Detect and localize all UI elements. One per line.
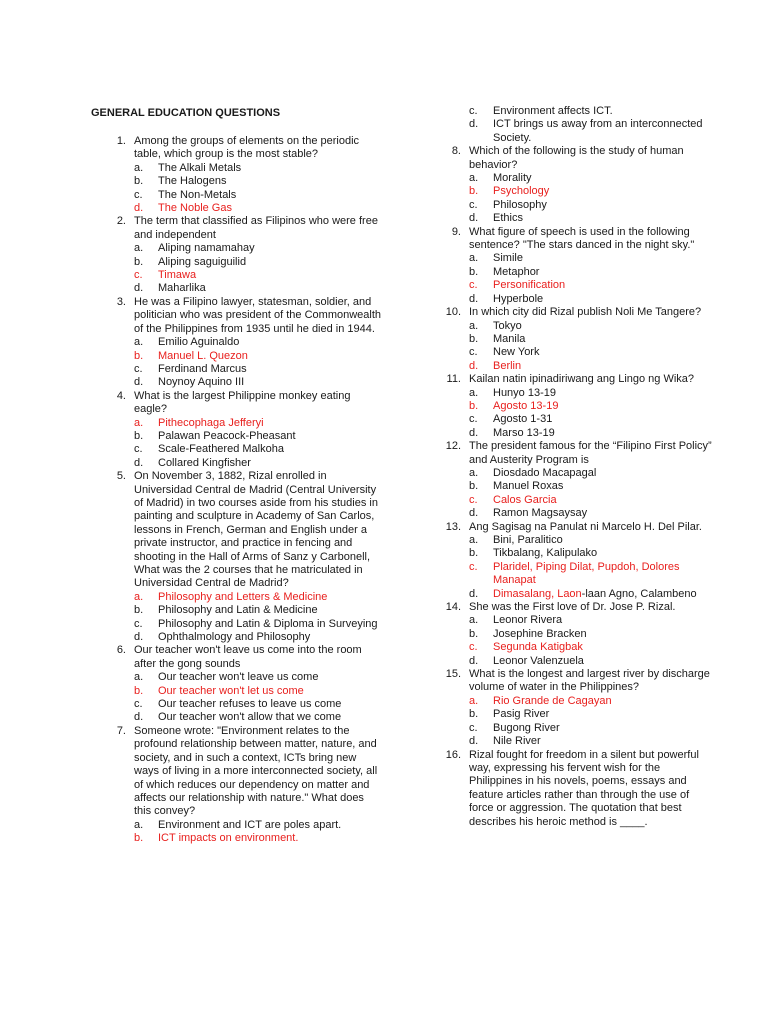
choice-option: [88, 256, 384, 269]
question-item: [423, 226, 713, 253]
option-text: Aliping namamahay: [158, 242, 255, 255]
question-item: [423, 601, 713, 614]
right-column: [423, 105, 713, 829]
question-number: 4.: [116, 389, 126, 402]
question-number: 1.: [116, 135, 126, 147]
option-letter: b.: [469, 480, 479, 493]
choice-option: [423, 293, 713, 306]
option-text: Leonor Rivera: [493, 614, 563, 627]
option-letter: b.: [469, 265, 479, 278]
question-text: Our teacher won't leave us come into the room after the gong sounds: [134, 644, 362, 670]
option-letter: c.: [469, 198, 478, 211]
option-letter: b.: [134, 429, 144, 442]
option-letter: b.: [134, 684, 144, 697]
question-item: [88, 215, 384, 242]
option-text: Our teacher refuses to leave us come: [158, 698, 342, 711]
question-text: The president famous for the “Filipino First Policy” and Austerity Program is: [469, 440, 712, 466]
choice-option: [423, 413, 713, 426]
option-letter: c.: [469, 279, 478, 292]
answer-option: [423, 360, 713, 373]
choice-option: [423, 507, 713, 520]
option-text: Environment and ICT are poles apart.: [158, 818, 342, 831]
option-text: Rio Grande de Cagayan: [493, 694, 612, 707]
option-letter: a.: [134, 671, 144, 684]
choice-option: [423, 427, 713, 440]
option-letter: a.: [469, 614, 479, 627]
choice-option: [88, 430, 384, 443]
question-text: The term that classified as Filipinos who were free and independent: [134, 215, 378, 241]
option-letter: d.: [469, 212, 479, 225]
option-letter: c.: [134, 443, 143, 456]
option-letter: c.: [134, 362, 143, 375]
option-letter: c.: [469, 721, 478, 734]
question-text: What is the longest and largest river by discharge volume of water in the Philippines?: [469, 668, 710, 694]
option-letter: a.: [134, 161, 144, 174]
option-text: The Noble Gas: [158, 202, 232, 215]
choice-option: [88, 604, 384, 617]
question-item: [88, 725, 384, 819]
option-text: Metaphor: [493, 265, 540, 278]
choice-option: [423, 547, 713, 560]
option-letter: a.: [469, 319, 479, 332]
question-text: He was a Filipino lawyer, statesman, soldier, and politician who was president of the Commonwealth of the Philippines from 1935 until he died in 1944.: [134, 295, 382, 335]
option-text: Josephine Bracken: [493, 627, 587, 640]
option-text: Plaridel, Piping Dilat, Pupdoh, Dolores Manapat: [493, 560, 680, 587]
option-text: Our teacher won't leave us come: [158, 671, 319, 684]
option-text: Simile: [493, 252, 523, 265]
answer-option: [88, 269, 384, 282]
question-number: 16.: [445, 748, 461, 761]
option-text: Bugong River: [493, 721, 560, 734]
choice-option: [423, 118, 713, 145]
question-text: What figure of speech is used in the following sentence? "The stars danced in the night sky.": [469, 225, 695, 252]
choice-option: [88, 336, 384, 349]
question-item: [423, 440, 713, 467]
question-text: Which of the following is the study of human behavior?: [469, 145, 684, 171]
option-text: Pithecophaga Jefferyi: [158, 416, 264, 429]
question-item: [423, 145, 713, 172]
option-text: Marso 13-19: [493, 426, 555, 439]
option-text: New York: [493, 346, 540, 359]
choice-option: [88, 282, 384, 295]
option-letter: d.: [469, 735, 479, 748]
option-letter: b.: [469, 627, 479, 640]
answer-option: [423, 641, 713, 654]
option-letter: b.: [134, 255, 144, 268]
choice-option: [88, 162, 384, 175]
choice-option: [88, 711, 384, 724]
question-number: 11.: [446, 373, 461, 386]
option-letter: c.: [469, 413, 478, 426]
option-letter: c.: [134, 698, 143, 711]
answer-option: [423, 279, 713, 292]
question-item: [423, 749, 713, 829]
option-letter: a.: [134, 336, 144, 349]
question-item: [423, 668, 713, 695]
answer-option: [423, 185, 713, 198]
question-text: Kailan natin ipinadiriwang ang Lingo ng Wika?: [469, 373, 695, 386]
choice-option: [423, 320, 713, 333]
option-text: Aliping saguiguilid: [158, 255, 247, 268]
option-text: Leonor Valenzuela: [493, 654, 584, 667]
question-text: What is the largest Philippine monkey eating eagle?: [134, 389, 351, 416]
choice-option: [423, 346, 713, 359]
option-letter: d.: [469, 292, 479, 305]
question-item: [88, 135, 384, 162]
choice-option: [423, 628, 713, 641]
left-column: [88, 105, 384, 846]
option-text: Segunda Katigbak: [493, 641, 583, 654]
option-letter: b.: [469, 708, 479, 721]
option-letter: c.: [469, 346, 478, 359]
option-letter: b.: [469, 185, 479, 198]
question-item: [423, 373, 713, 386]
option-letter: b.: [134, 604, 144, 617]
question-number: 5.: [116, 470, 126, 483]
question-number: 13.: [445, 520, 461, 533]
question-number: 3.: [116, 295, 126, 308]
answer-text: Dimasalang, Laon: [493, 587, 582, 600]
choice-option: [88, 443, 384, 456]
question-text: On November 3, 1882, Rizal enrolled in Universidad Central de Madrid (Central University of Madrid) in two courses aside from his studies in painting and sculpture in Academy of San Carlos, lessons in French, German and English under a private instructor, and practice in fencing and shooting in the Hall of Arms of Sanz y Carbonell, What was the 2 courses that he matriculated in Universidad Central de Madrid?: [134, 470, 378, 590]
choice-option: [423, 199, 713, 212]
question-item: [88, 470, 384, 591]
option-text: Noynoy Aquino III: [158, 376, 245, 389]
option-letter: a.: [134, 416, 144, 429]
answer-option: [88, 350, 384, 363]
option-text: Philosophy and Latin & Diploma in Surveying: [158, 617, 378, 630]
choice-option: [423, 588, 713, 601]
option-letter: a.: [469, 534, 479, 546]
option-letter: a.: [469, 466, 479, 479]
choice-option: [88, 376, 384, 389]
answer-option: [88, 591, 384, 604]
choice-option: [423, 480, 713, 493]
question-number: 8.: [451, 145, 461, 158]
option-text: Pasig River: [493, 708, 550, 721]
option-letter: c.: [134, 617, 143, 630]
option-text: Environment affects ICT.: [493, 105, 613, 117]
choice-option: [88, 671, 384, 684]
question-item: [423, 306, 713, 319]
question-text: She was the First love of Dr. Jose P. Rizal.: [469, 601, 676, 614]
question-text: Among the groups of elements on the periodic table, which group is the most stable?: [134, 135, 360, 161]
choice-option: [423, 614, 713, 627]
option-text: Timawa: [158, 269, 197, 282]
choice-option: [423, 735, 713, 748]
option-letter: c.: [469, 493, 478, 506]
answer-option: [423, 494, 713, 507]
option-text: Personification: [493, 279, 566, 292]
option-text: Ramon Magsaysay: [493, 507, 588, 520]
choice-option: [88, 242, 384, 255]
option-text: Hyperbole: [493, 292, 544, 305]
option-text: Maharlika: [158, 282, 206, 295]
option-letter: a.: [469, 694, 479, 707]
choice-option: [423, 172, 713, 185]
option-text: Philosophy and Letters & Medicine: [158, 590, 328, 603]
option-text: Tikbalang, Kalipulako: [493, 547, 598, 560]
option-text: The Non-Metals: [158, 188, 237, 201]
option-letter: d.: [469, 654, 479, 667]
option-letter: d.: [134, 456, 144, 469]
option-text: Agosto 1-31: [493, 413, 553, 426]
choice-option: [88, 698, 384, 711]
option-letter: d.: [134, 282, 144, 295]
choice-option: [423, 722, 713, 735]
question-number: 7.: [116, 724, 126, 737]
option-text: The Halogens: [158, 175, 227, 188]
choice-option: [88, 618, 384, 631]
choice-option: [88, 457, 384, 470]
option-text: -laan Agno, Calambeno: [581, 587, 697, 600]
answer-option: [88, 417, 384, 430]
option-text: Ferdinand Marcus: [158, 362, 247, 375]
option-letter: c.: [134, 188, 143, 201]
option-text: Nile River: [493, 735, 541, 748]
option-letter: d.: [469, 587, 479, 600]
choice-option: [88, 175, 384, 188]
choice-option: [423, 655, 713, 668]
option-text: Calos Garcia: [493, 493, 557, 506]
option-letter: d.: [134, 631, 144, 644]
option-letter: a.: [469, 252, 479, 265]
answer-option: [88, 685, 384, 698]
answer-option: [423, 561, 713, 588]
choice-option: [423, 105, 713, 118]
option-letter: a.: [469, 172, 479, 185]
option-text: Ophthalmology and Philosophy: [158, 631, 311, 644]
choice-option: [423, 387, 713, 400]
question-text: Rizal fought for freedom in a silent but powerful way, expressing his fervent wish for the Philippines in his novels, poems, essays and feature articles rather than through the use of force or aggression. The quotation that best describes his heroic method is ____.: [469, 748, 699, 828]
option-text: Our teacher won't allow that we come: [158, 711, 342, 724]
question-number: 14.: [445, 601, 461, 614]
option-text: Berlin: [493, 359, 522, 372]
choice-option: [423, 212, 713, 225]
option-letter: b.: [134, 349, 144, 362]
option-text: Psychology: [493, 185, 550, 198]
option-text: Ethics: [493, 212, 523, 225]
option-letter: d.: [469, 359, 479, 372]
option-letter: d.: [469, 426, 479, 439]
option-text: Manila: [493, 332, 526, 345]
answer-option: [88, 202, 384, 215]
option-text: Morality: [493, 172, 532, 185]
option-letter: b.: [469, 547, 479, 560]
option-letter: b.: [469, 332, 479, 345]
question-number: 12.: [445, 440, 461, 453]
option-letter: a.: [134, 818, 144, 831]
question-number: 15.: [445, 668, 461, 681]
choice-option: [88, 189, 384, 202]
option-text: Philosophy: [493, 198, 547, 211]
option-letter: d.: [134, 376, 144, 389]
option-text: Collared Kingfisher: [158, 456, 251, 469]
choice-option: [423, 534, 713, 547]
question-text: Someone wrote: "Environment relates to the profound relationship between matter, nature, and society, and in such a context, ICTs bring new ways of living in a more interconnected society, all of which reduces our dependency on matter and affects our relationship with nature." What does this convey?: [134, 724, 378, 818]
choice-option: [423, 467, 713, 480]
option-text: Manuel L. Quezon: [158, 349, 248, 362]
question-number: 9.: [451, 225, 461, 238]
option-letter: a.: [134, 242, 144, 255]
choice-option: [423, 266, 713, 279]
choice-option: [88, 363, 384, 376]
choice-option: [88, 819, 384, 832]
option-text: The Alkali Metals: [158, 161, 242, 174]
option-text: Palawan Peacock-Pheasant: [158, 429, 296, 442]
choice-option: [423, 252, 713, 265]
question-number: 10.: [445, 306, 461, 319]
option-letter: d.: [134, 202, 144, 215]
option-text: Manuel Roxas: [493, 480, 564, 493]
option-text: Hunyo 13-19: [493, 386, 556, 399]
question-text: Ang Sagisag na Panulat ni Marcelo H. Del Pilar.: [469, 520, 702, 533]
option-text: Tokyo: [493, 319, 522, 332]
option-letter: d.: [134, 711, 144, 724]
option-text: Philosophy and Latin & Medicine: [158, 604, 318, 617]
option-letter: c.: [469, 105, 478, 117]
question-text: In which city did Rizal publish Noli Me Tangere?: [469, 306, 702, 319]
option-letter: c.: [469, 641, 478, 654]
choice-option: [88, 631, 384, 644]
option-text: ICT impacts on environment.: [158, 832, 299, 845]
question-item: [88, 296, 384, 336]
option-letter: a.: [134, 590, 144, 603]
question-item: [88, 644, 384, 671]
option-letter: b.: [134, 175, 144, 188]
option-letter: d.: [469, 118, 479, 131]
option-text: Scale-Feathered Malkoha: [158, 443, 284, 456]
option-letter: b.: [469, 399, 479, 412]
option-letter: c.: [469, 560, 478, 573]
option-text: Our teacher won't let us come: [158, 684, 304, 697]
question-item: [423, 521, 713, 534]
answer-option: [88, 832, 384, 845]
answer-option: [423, 400, 713, 413]
question-item: [88, 390, 384, 417]
question-number: 6.: [116, 644, 126, 657]
option-text: ICT brings us away from an interconnected Society.: [493, 118, 703, 144]
answer-option: [423, 695, 713, 708]
page-title: GENERAL EDUCATION QUESTIONS: [91, 107, 281, 119]
option-text: Emilio Aguinaldo: [158, 336, 240, 349]
option-letter: a.: [469, 386, 479, 399]
option-text: Agosto 13-19: [493, 399, 559, 412]
question-number: 2.: [116, 215, 126, 228]
choice-option: [423, 333, 713, 346]
option-text: Bini, Paralitico: [493, 534, 563, 546]
option-letter: d.: [469, 507, 479, 520]
option-letter: c.: [134, 269, 143, 282]
choice-option: [423, 708, 713, 721]
option-text: Diosdado Macapagal: [493, 466, 597, 479]
option-letter: b.: [134, 832, 144, 845]
